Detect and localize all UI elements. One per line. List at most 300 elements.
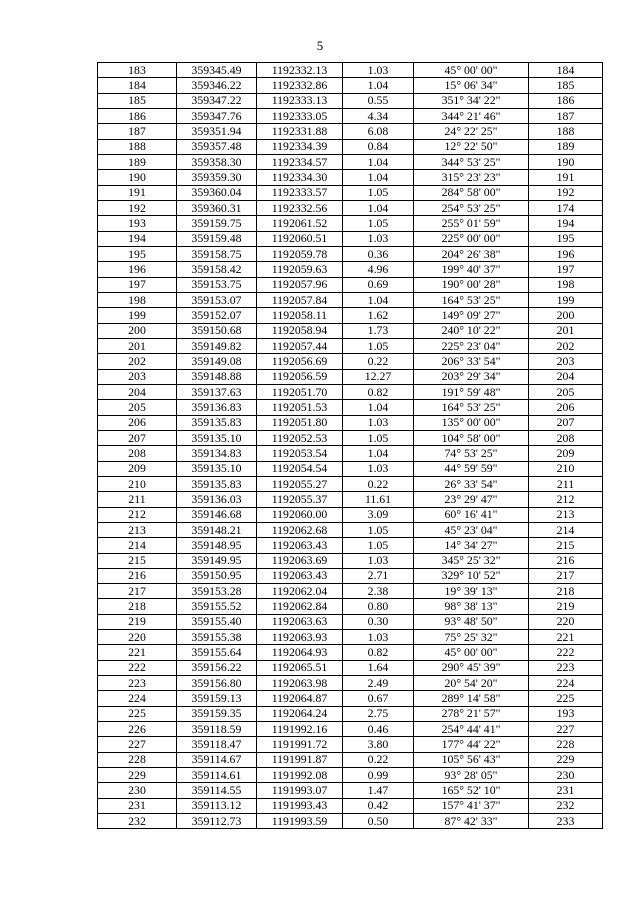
table-row	[98, 430, 603, 445]
distance-cell: 0.22	[343, 476, 414, 491]
distance-cell: 1.03	[343, 553, 414, 568]
distance-cell: 1.73	[343, 323, 414, 338]
bearing-cell: 12° 22' 50"	[414, 139, 529, 154]
point-number-cell: 216	[98, 568, 177, 583]
distance-cell: 4.34	[343, 108, 414, 123]
next-point-cell: 227	[529, 722, 603, 737]
point-number-cell: 227	[98, 737, 177, 752]
point-number-cell: 220	[98, 630, 177, 645]
table-row	[98, 783, 603, 798]
x-coordinate-cell: 359155.64	[177, 645, 257, 660]
y-coordinate-cell: 1192058.11	[257, 308, 343, 323]
bearing-cell: 278° 21' 57"	[414, 706, 529, 721]
x-coordinate-cell: 359360.04	[177, 185, 257, 200]
table-row	[98, 415, 603, 430]
y-coordinate-cell: 1192063.93	[257, 630, 343, 645]
table-row	[98, 492, 603, 507]
bearing-cell: 345° 25' 32"	[414, 553, 529, 568]
distance-cell: 2.71	[343, 568, 414, 583]
table-row	[98, 798, 603, 813]
point-number-cell: 203	[98, 369, 177, 384]
x-coordinate-cell: 359360.31	[177, 200, 257, 215]
table-row	[98, 338, 603, 353]
table-row	[98, 246, 603, 261]
y-coordinate-cell: 1192060.00	[257, 507, 343, 522]
next-point-cell: 228	[529, 737, 603, 752]
y-coordinate-cell: 1192052.53	[257, 430, 343, 445]
point-number-cell: 218	[98, 599, 177, 614]
bearing-cell: 255° 01' 59"	[414, 216, 529, 231]
next-point-cell: 194	[529, 216, 603, 231]
x-coordinate-cell: 359347.22	[177, 93, 257, 108]
distance-cell: 11.61	[343, 492, 414, 507]
table-row	[98, 538, 603, 553]
bearing-cell: 203° 29' 34"	[414, 369, 529, 384]
table-row	[98, 522, 603, 537]
table-row	[98, 568, 603, 583]
next-point-cell: 192	[529, 185, 603, 200]
next-point-cell: 197	[529, 262, 603, 277]
next-point-cell: 212	[529, 492, 603, 507]
y-coordinate-cell: 1192332.13	[257, 63, 343, 78]
table-row	[98, 216, 603, 231]
table-row	[98, 292, 603, 307]
bearing-cell: 23° 29' 47"	[414, 492, 529, 507]
bearing-cell: 199° 40' 37"	[414, 262, 529, 277]
point-number-cell: 211	[98, 492, 177, 507]
distance-cell: 0.69	[343, 277, 414, 292]
next-point-cell: 225	[529, 691, 603, 706]
distance-cell: 0.22	[343, 354, 414, 369]
distance-cell: 2.38	[343, 584, 414, 599]
y-coordinate-cell: 1192063.69	[257, 553, 343, 568]
x-coordinate-cell: 359136.83	[177, 400, 257, 415]
next-point-cell: 229	[529, 752, 603, 767]
distance-cell: 0.36	[343, 246, 414, 261]
point-number-cell: 213	[98, 522, 177, 537]
x-coordinate-cell: 359135.10	[177, 461, 257, 476]
next-point-cell: 190	[529, 154, 603, 169]
distance-cell: 1.04	[343, 292, 414, 307]
x-coordinate-cell: 359113.12	[177, 798, 257, 813]
next-point-cell: 199	[529, 292, 603, 307]
y-coordinate-cell: 1191991.87	[257, 752, 343, 767]
distance-cell: 0.30	[343, 614, 414, 629]
next-point-cell: 210	[529, 461, 603, 476]
y-coordinate-cell: 1191991.72	[257, 737, 343, 752]
bearing-cell: 351° 34' 22"	[414, 93, 529, 108]
table-row	[98, 323, 603, 338]
bearing-cell: 60° 16' 41"	[414, 507, 529, 522]
table-row	[98, 108, 603, 123]
x-coordinate-cell: 359156.80	[177, 676, 257, 691]
distance-cell: 4.96	[343, 262, 414, 277]
y-coordinate-cell: 1192056.59	[257, 369, 343, 384]
next-point-cell: 204	[529, 369, 603, 384]
x-coordinate-cell: 359150.68	[177, 323, 257, 338]
point-number-cell: 188	[98, 139, 177, 154]
x-coordinate-cell: 359358.30	[177, 154, 257, 169]
x-coordinate-cell: 359155.38	[177, 630, 257, 645]
point-number-cell: 201	[98, 338, 177, 353]
table-row	[98, 231, 603, 246]
x-coordinate-cell: 359136.03	[177, 492, 257, 507]
x-coordinate-cell: 359135.83	[177, 415, 257, 430]
table-row	[98, 614, 603, 629]
bearing-cell: 45° 00' 00"	[414, 645, 529, 660]
table-row	[98, 369, 603, 384]
distance-cell: 0.67	[343, 691, 414, 706]
bearing-cell: 177° 44' 22"	[414, 737, 529, 752]
bearing-cell: 105° 56' 43"	[414, 752, 529, 767]
y-coordinate-cell: 1192057.96	[257, 277, 343, 292]
point-number-cell: 193	[98, 216, 177, 231]
table-row	[98, 461, 603, 476]
point-number-cell: 222	[98, 660, 177, 675]
coordinates-table	[97, 62, 603, 829]
distance-cell: 1.04	[343, 154, 414, 169]
x-coordinate-cell: 359159.75	[177, 216, 257, 231]
x-coordinate-cell: 359148.88	[177, 369, 257, 384]
next-point-cell: 207	[529, 415, 603, 430]
y-coordinate-cell: 1192334.57	[257, 154, 343, 169]
bearing-cell: 45° 00' 00"	[414, 63, 529, 78]
point-number-cell: 221	[98, 645, 177, 660]
point-number-cell: 212	[98, 507, 177, 522]
table-row	[98, 262, 603, 277]
distance-cell: 1.05	[343, 538, 414, 553]
x-coordinate-cell: 359135.83	[177, 476, 257, 491]
table-row	[98, 93, 603, 108]
page-number: 5	[316, 38, 324, 53]
table-row	[98, 200, 603, 215]
point-number-cell: 219	[98, 614, 177, 629]
x-coordinate-cell: 359114.67	[177, 752, 257, 767]
table-row	[98, 660, 603, 675]
distance-cell: 0.82	[343, 645, 414, 660]
next-point-cell: 231	[529, 783, 603, 798]
next-point-cell: 218	[529, 584, 603, 599]
point-number-cell: 225	[98, 706, 177, 721]
x-coordinate-cell: 359134.83	[177, 446, 257, 461]
bearing-cell: 165° 52' 10"	[414, 783, 529, 798]
point-number-cell: 195	[98, 246, 177, 261]
y-coordinate-cell: 1192062.68	[257, 522, 343, 537]
next-point-cell: 217	[529, 568, 603, 583]
table-row	[98, 599, 603, 614]
next-point-cell: 195	[529, 231, 603, 246]
bearing-cell: 74° 53' 25"	[414, 446, 529, 461]
y-coordinate-cell: 1192059.78	[257, 246, 343, 261]
y-coordinate-cell: 1191992.16	[257, 722, 343, 737]
next-point-cell: 224	[529, 676, 603, 691]
table-row	[98, 139, 603, 154]
x-coordinate-cell: 359137.63	[177, 384, 257, 399]
distance-cell: 3.80	[343, 737, 414, 752]
x-coordinate-cell: 359150.95	[177, 568, 257, 583]
distance-cell: 1.47	[343, 783, 414, 798]
bearing-cell: 240° 10' 22"	[414, 323, 529, 338]
y-coordinate-cell: 1192334.30	[257, 170, 343, 185]
point-number-cell: 197	[98, 277, 177, 292]
next-point-cell: 200	[529, 308, 603, 323]
table-row	[98, 645, 603, 660]
next-point-cell: 185	[529, 78, 603, 93]
bearing-cell: 164° 53' 25"	[414, 292, 529, 307]
point-number-cell: 223	[98, 676, 177, 691]
next-point-cell: 186	[529, 93, 603, 108]
bearing-cell: 135° 00' 00"	[414, 415, 529, 430]
next-point-cell: 189	[529, 139, 603, 154]
distance-cell: 0.99	[343, 768, 414, 783]
next-point-cell: 214	[529, 522, 603, 537]
point-number-cell: 207	[98, 430, 177, 445]
distance-cell: 0.22	[343, 752, 414, 767]
x-coordinate-cell: 359153.07	[177, 292, 257, 307]
y-coordinate-cell: 1192051.70	[257, 384, 343, 399]
y-coordinate-cell: 1192055.37	[257, 492, 343, 507]
bearing-cell: 290° 45' 39"	[414, 660, 529, 675]
table-row	[98, 768, 603, 783]
bearing-cell: 75° 25' 32"	[414, 630, 529, 645]
distance-cell: 0.55	[343, 93, 414, 108]
table-row	[98, 170, 603, 185]
x-coordinate-cell: 359346.22	[177, 78, 257, 93]
y-coordinate-cell: 1192063.63	[257, 614, 343, 629]
point-number-cell: 226	[98, 722, 177, 737]
distance-cell: 1.05	[343, 216, 414, 231]
y-coordinate-cell: 1192064.93	[257, 645, 343, 660]
table-row	[98, 78, 603, 93]
next-point-cell: 211	[529, 476, 603, 491]
point-number-cell: 199	[98, 308, 177, 323]
x-coordinate-cell: 359118.59	[177, 722, 257, 737]
x-coordinate-cell: 359149.82	[177, 338, 257, 353]
table-row	[98, 154, 603, 169]
next-point-cell: 191	[529, 170, 603, 185]
x-coordinate-cell: 359149.08	[177, 354, 257, 369]
y-coordinate-cell: 1191993.07	[257, 783, 343, 798]
x-coordinate-cell: 359149.95	[177, 553, 257, 568]
point-number-cell: 215	[98, 553, 177, 568]
x-coordinate-cell: 359114.55	[177, 783, 257, 798]
next-point-cell: 193	[529, 706, 603, 721]
next-point-cell: 223	[529, 660, 603, 675]
x-coordinate-cell: 359153.75	[177, 277, 257, 292]
y-coordinate-cell: 1192057.84	[257, 292, 343, 307]
point-number-cell: 192	[98, 200, 177, 215]
coordinates-table-body	[98, 63, 603, 829]
table-row	[98, 630, 603, 645]
y-coordinate-cell: 1192063.43	[257, 568, 343, 583]
distance-cell: 0.42	[343, 798, 414, 813]
x-coordinate-cell: 359158.75	[177, 246, 257, 261]
table-row	[98, 277, 603, 292]
bearing-cell: 206° 33' 54"	[414, 354, 529, 369]
table-row	[98, 446, 603, 461]
bearing-cell: 87° 42' 33"	[414, 814, 529, 829]
point-number-cell: 206	[98, 415, 177, 430]
y-coordinate-cell: 1192053.54	[257, 446, 343, 461]
y-coordinate-cell: 1192059.63	[257, 262, 343, 277]
y-coordinate-cell: 1192064.24	[257, 706, 343, 721]
y-coordinate-cell: 1192051.53	[257, 400, 343, 415]
y-coordinate-cell: 1191993.59	[257, 814, 343, 829]
bearing-cell: 14° 34' 27"	[414, 538, 529, 553]
y-coordinate-cell: 1192062.84	[257, 599, 343, 614]
table-row	[98, 584, 603, 599]
distance-cell: 2.75	[343, 706, 414, 721]
bearing-cell: 254° 44' 41"	[414, 722, 529, 737]
distance-cell: 1.03	[343, 630, 414, 645]
next-point-cell: 198	[529, 277, 603, 292]
distance-cell: 1.04	[343, 78, 414, 93]
point-number-cell: 205	[98, 400, 177, 415]
distance-cell: 1.05	[343, 185, 414, 200]
point-number-cell: 194	[98, 231, 177, 246]
point-number-cell: 232	[98, 814, 177, 829]
point-number-cell: 184	[98, 78, 177, 93]
distance-cell: 1.04	[343, 170, 414, 185]
table-row	[98, 384, 603, 399]
bearing-cell: 44° 59' 59"	[414, 461, 529, 476]
next-point-cell: 202	[529, 338, 603, 353]
table-row	[98, 308, 603, 323]
bearing-cell: 93° 28' 05"	[414, 768, 529, 783]
x-coordinate-cell: 359158.42	[177, 262, 257, 277]
point-number-cell: 231	[98, 798, 177, 813]
next-point-cell: 230	[529, 768, 603, 783]
bearing-cell: 26° 33' 54"	[414, 476, 529, 491]
distance-cell: 1.64	[343, 660, 414, 675]
table-row	[98, 63, 603, 78]
distance-cell: 12.27	[343, 369, 414, 384]
point-number-cell: 228	[98, 752, 177, 767]
x-coordinate-cell: 359153.28	[177, 584, 257, 599]
y-coordinate-cell: 1192063.43	[257, 538, 343, 553]
table-row	[98, 124, 603, 139]
x-coordinate-cell: 359155.40	[177, 614, 257, 629]
bearing-cell: 93° 48' 50"	[414, 614, 529, 629]
bearing-cell: 15° 06' 34"	[414, 78, 529, 93]
distance-cell: 1.03	[343, 63, 414, 78]
next-point-cell: 188	[529, 124, 603, 139]
y-coordinate-cell: 1192331.88	[257, 124, 343, 139]
distance-cell: 1.05	[343, 522, 414, 537]
next-point-cell: 220	[529, 614, 603, 629]
next-point-cell: 201	[529, 323, 603, 338]
table-row	[98, 185, 603, 200]
point-number-cell: 230	[98, 783, 177, 798]
point-number-cell: 210	[98, 476, 177, 491]
point-number-cell: 191	[98, 185, 177, 200]
next-point-cell: 232	[529, 798, 603, 813]
distance-cell: 1.04	[343, 400, 414, 415]
y-coordinate-cell: 1192333.13	[257, 93, 343, 108]
bearing-cell: 45° 23' 04"	[414, 522, 529, 537]
point-number-cell: 202	[98, 354, 177, 369]
bearing-cell: 225° 23' 04"	[414, 338, 529, 353]
point-number-cell: 185	[98, 93, 177, 108]
x-coordinate-cell: 359156.22	[177, 660, 257, 675]
next-point-cell: 174	[529, 200, 603, 215]
distance-cell: 1.04	[343, 200, 414, 215]
x-coordinate-cell: 359152.07	[177, 308, 257, 323]
point-number-cell: 204	[98, 384, 177, 399]
bearing-cell: 225° 00' 00"	[414, 231, 529, 246]
distance-cell: 1.03	[343, 415, 414, 430]
y-coordinate-cell: 1191993.43	[257, 798, 343, 813]
bearing-cell: 164° 53' 25"	[414, 400, 529, 415]
point-number-cell: 200	[98, 323, 177, 338]
distance-cell: 0.84	[343, 139, 414, 154]
x-coordinate-cell: 359159.35	[177, 706, 257, 721]
y-coordinate-cell: 1192057.44	[257, 338, 343, 353]
point-number-cell: 196	[98, 262, 177, 277]
bearing-cell: 19° 39' 13"	[414, 584, 529, 599]
point-number-cell: 208	[98, 446, 177, 461]
point-number-cell: 217	[98, 584, 177, 599]
x-coordinate-cell: 359347.76	[177, 108, 257, 123]
next-point-cell: 216	[529, 553, 603, 568]
table-row	[98, 553, 603, 568]
distance-cell: 2.49	[343, 676, 414, 691]
y-coordinate-cell: 1192058.94	[257, 323, 343, 338]
point-number-cell: 224	[98, 691, 177, 706]
x-coordinate-cell: 359351.94	[177, 124, 257, 139]
point-number-cell: 198	[98, 292, 177, 307]
bearing-cell: 24° 22' 25"	[414, 124, 529, 139]
next-point-cell: 209	[529, 446, 603, 461]
x-coordinate-cell: 359112.73	[177, 814, 257, 829]
y-coordinate-cell: 1192054.54	[257, 461, 343, 476]
x-coordinate-cell: 359148.21	[177, 522, 257, 537]
next-point-cell: 206	[529, 400, 603, 415]
next-point-cell: 219	[529, 599, 603, 614]
next-point-cell: 233	[529, 814, 603, 829]
y-coordinate-cell: 1192061.52	[257, 216, 343, 231]
bearing-cell: 157° 41' 37"	[414, 798, 529, 813]
table-row	[98, 400, 603, 415]
bearing-cell: 190° 00' 28"	[414, 277, 529, 292]
bearing-cell: 191° 59' 48"	[414, 384, 529, 399]
distance-cell: 1.05	[343, 338, 414, 353]
table-row	[98, 737, 603, 752]
bearing-cell: 149° 09' 27"	[414, 308, 529, 323]
distance-cell: 1.05	[343, 430, 414, 445]
bearing-cell: 20° 54' 20"	[414, 676, 529, 691]
distance-cell: 1.62	[343, 308, 414, 323]
x-coordinate-cell: 359359.30	[177, 170, 257, 185]
x-coordinate-cell: 359159.13	[177, 691, 257, 706]
y-coordinate-cell: 1192056.69	[257, 354, 343, 369]
point-number-cell: 187	[98, 124, 177, 139]
distance-cell: 0.82	[343, 384, 414, 399]
y-coordinate-cell: 1192065.51	[257, 660, 343, 675]
bearing-cell: 284° 58' 00"	[414, 185, 529, 200]
next-point-cell: 203	[529, 354, 603, 369]
distance-cell: 0.80	[343, 599, 414, 614]
y-coordinate-cell: 1192332.86	[257, 78, 343, 93]
distance-cell: 6.08	[343, 124, 414, 139]
table-row	[98, 722, 603, 737]
table-row	[98, 354, 603, 369]
point-number-cell: 186	[98, 108, 177, 123]
bearing-cell: 104° 58' 00"	[414, 430, 529, 445]
point-number-cell: 214	[98, 538, 177, 553]
distance-cell: 1.03	[343, 231, 414, 246]
y-coordinate-cell: 1192333.57	[257, 185, 343, 200]
